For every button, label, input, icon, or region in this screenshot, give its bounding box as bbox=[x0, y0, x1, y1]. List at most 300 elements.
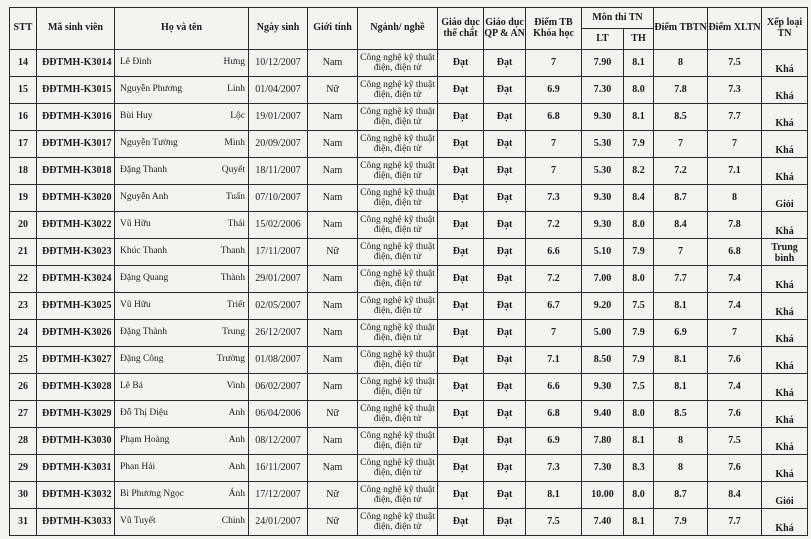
practice-score-cell: 7.9 bbox=[624, 320, 654, 347]
gender-cell: Nam bbox=[308, 50, 358, 77]
course-gpa-cell: 6.6 bbox=[526, 239, 582, 266]
defense-ed-cell: Đạt bbox=[484, 104, 526, 131]
first-name-cell: Trung bbox=[212, 320, 249, 347]
physical-ed-cell: Đạt bbox=[438, 239, 484, 266]
first-name-cell: Triết bbox=[212, 293, 249, 320]
theory-score-cell: 5.10 bbox=[582, 239, 624, 266]
course-gpa-cell: 7 bbox=[526, 158, 582, 185]
course-gpa-cell: 6.6 bbox=[526, 374, 582, 401]
table-row bbox=[10, 212, 808, 239]
birth-date-cell: 26/12/2007 bbox=[249, 320, 308, 347]
graduation-avg-cell: 8.5 bbox=[654, 401, 708, 428]
graduation-rank-cell: Khá bbox=[762, 158, 808, 185]
header-row bbox=[10, 8, 808, 29]
graduation-avg-cell: 8.7 bbox=[654, 482, 708, 509]
classification-score-cell: 7 bbox=[708, 131, 762, 158]
table-row bbox=[10, 131, 808, 158]
theory-score-cell: 9.30 bbox=[582, 104, 624, 131]
birth-date-cell: 24/01/2007 bbox=[249, 509, 308, 536]
defense-ed-cell: Đạt bbox=[484, 158, 526, 185]
header-full-name: Họ và tên bbox=[115, 8, 249, 50]
classification-score-cell: 7.7 bbox=[708, 104, 762, 131]
student-id-cell: ĐĐTMH-K3018 bbox=[37, 158, 115, 185]
theory-score-cell: 5.30 bbox=[582, 131, 624, 158]
graduation-avg-cell: 7.2 bbox=[654, 158, 708, 185]
graduation-avg-cell: 8.1 bbox=[654, 293, 708, 320]
theory-score-cell: 9.40 bbox=[582, 401, 624, 428]
defense-ed-cell: Đạt bbox=[484, 401, 526, 428]
student-id-cell: ĐĐTMH-K3023 bbox=[37, 239, 115, 266]
graduation-avg-cell: 8 bbox=[654, 428, 708, 455]
header-gender: Giới tính bbox=[308, 8, 358, 50]
classification-score-cell: 7 bbox=[708, 320, 762, 347]
defense-ed-cell: Đạt bbox=[484, 374, 526, 401]
theory-score-cell: 8.50 bbox=[582, 347, 624, 374]
stt-cell: 23 bbox=[10, 293, 37, 320]
birth-date-cell: 17/11/2007 bbox=[249, 239, 308, 266]
gender-cell: Nữ bbox=[308, 509, 358, 536]
first-name-cell: Thanh bbox=[212, 239, 249, 266]
first-name-cell: Chinh bbox=[212, 509, 249, 536]
theory-score-cell: 7.90 bbox=[582, 50, 624, 77]
major-cell: Công nghệ kỹ thuật điện, điện tử bbox=[358, 320, 438, 347]
gender-cell: Nam bbox=[308, 428, 358, 455]
major-cell: Công nghệ kỹ thuật điện, điện tử bbox=[358, 131, 438, 158]
major-cell: Công nghệ kỹ thuật điện, điện tử bbox=[358, 212, 438, 239]
stt-cell: 20 bbox=[10, 212, 37, 239]
first-name-cell: Vinh bbox=[212, 374, 249, 401]
last-name-cell: Nguyễn Phương bbox=[115, 77, 212, 104]
student-id-cell: ĐĐTMH-K3027 bbox=[37, 347, 115, 374]
stt-cell: 26 bbox=[10, 374, 37, 401]
gender-cell: Nam bbox=[308, 104, 358, 131]
birth-date-cell: 01/08/2007 bbox=[249, 347, 308, 374]
stt-cell: 30 bbox=[10, 482, 37, 509]
graduation-avg-cell: 8.5 bbox=[654, 104, 708, 131]
first-name-cell: Minh bbox=[212, 131, 249, 158]
physical-ed-cell: Đạt bbox=[438, 347, 484, 374]
table-row bbox=[10, 428, 808, 455]
student-id-cell: ĐĐTMH-K3030 bbox=[37, 428, 115, 455]
theory-score-cell: 7.30 bbox=[582, 455, 624, 482]
classification-score-cell: 7.4 bbox=[708, 293, 762, 320]
classification-score-cell: 7.8 bbox=[708, 212, 762, 239]
major-cell: Công nghệ kỹ thuật điện, điện tử bbox=[358, 509, 438, 536]
theory-score-cell: 7.00 bbox=[582, 266, 624, 293]
first-name-cell: Thái bbox=[212, 212, 249, 239]
physical-ed-cell: Đạt bbox=[438, 158, 484, 185]
practice-score-cell: 7.9 bbox=[624, 131, 654, 158]
graduation-rank-cell: Khá bbox=[762, 50, 808, 77]
student-id-cell: ĐĐTMH-K3031 bbox=[37, 455, 115, 482]
defense-ed-cell: Đạt bbox=[484, 482, 526, 509]
practice-score-cell: 8.0 bbox=[624, 266, 654, 293]
birth-date-cell: 17/12/2007 bbox=[249, 482, 308, 509]
stt-cell: 16 bbox=[10, 104, 37, 131]
theory-score-cell: 7.30 bbox=[582, 77, 624, 104]
practice-score-cell: 8.0 bbox=[624, 212, 654, 239]
table-row bbox=[10, 185, 808, 212]
stt-cell: 25 bbox=[10, 347, 37, 374]
stt-cell: 21 bbox=[10, 239, 37, 266]
table-row bbox=[10, 482, 808, 509]
last-name-cell: Bùi Huy bbox=[115, 104, 212, 131]
physical-ed-cell: Đạt bbox=[438, 131, 484, 158]
major-cell: Công nghệ kỹ thuật điện, điện tử bbox=[358, 77, 438, 104]
physical-ed-cell: Đạt bbox=[438, 266, 484, 293]
first-name-cell: Anh bbox=[212, 428, 249, 455]
graduation-rank-cell: Khá bbox=[762, 77, 808, 104]
classification-score-cell: 7.6 bbox=[708, 455, 762, 482]
birth-date-cell: 08/12/2007 bbox=[249, 428, 308, 455]
header-major: Ngành/ nghề bbox=[358, 8, 438, 50]
theory-score-cell: 9.30 bbox=[582, 185, 624, 212]
gender-cell: Nữ bbox=[308, 77, 358, 104]
graduation-rank-cell: Khá bbox=[762, 320, 808, 347]
stt-cell: 27 bbox=[10, 401, 37, 428]
gender-cell: Nam bbox=[308, 266, 358, 293]
course-gpa-cell: 6.8 bbox=[526, 104, 582, 131]
student-id-cell: ĐĐTMH-K3022 bbox=[37, 212, 115, 239]
course-gpa-cell: 6.9 bbox=[526, 428, 582, 455]
course-gpa-cell: 8.1 bbox=[526, 482, 582, 509]
course-gpa-cell: 7.1 bbox=[526, 347, 582, 374]
first-name-cell: Anh bbox=[212, 401, 249, 428]
graduation-rank-cell: Khá bbox=[762, 347, 808, 374]
physical-ed-cell: Đạt bbox=[438, 374, 484, 401]
practice-score-cell: 8.1 bbox=[624, 428, 654, 455]
defense-ed-cell: Đạt bbox=[484, 266, 526, 293]
classification-score-cell: 7.6 bbox=[708, 401, 762, 428]
first-name-cell: Thành bbox=[212, 266, 249, 293]
physical-ed-cell: Đạt bbox=[438, 401, 484, 428]
last-name-cell: Bì Phương Ngọc bbox=[115, 482, 212, 509]
last-name-cell: Lê Đình bbox=[115, 50, 212, 77]
header-graduation-avg: Điểm TBTN bbox=[654, 8, 708, 50]
table-row bbox=[10, 50, 808, 77]
table-row bbox=[10, 509, 808, 536]
major-cell: Công nghệ kỹ thuật điện, điện tử bbox=[358, 239, 438, 266]
major-cell: Công nghệ kỹ thuật điện, điện tử bbox=[358, 185, 438, 212]
practice-score-cell: 8.2 bbox=[624, 158, 654, 185]
practice-score-cell: 7.5 bbox=[624, 293, 654, 320]
major-cell: Công nghệ kỹ thuật điện, điện tử bbox=[358, 104, 438, 131]
last-name-cell: Nguyễn Tường bbox=[115, 131, 212, 158]
classification-score-cell: 7.7 bbox=[708, 509, 762, 536]
last-name-cell: Nguyễn Anh bbox=[115, 185, 212, 212]
classification-score-cell: 7.3 bbox=[708, 77, 762, 104]
graduation-results-table bbox=[9, 7, 808, 536]
defense-ed-cell: Đạt bbox=[484, 347, 526, 374]
course-gpa-cell: 6.8 bbox=[526, 401, 582, 428]
first-name-cell: Ánh bbox=[212, 482, 249, 509]
classification-score-cell: 7.1 bbox=[708, 158, 762, 185]
theory-score-cell: 5.30 bbox=[582, 158, 624, 185]
classification-score-cell: 7.6 bbox=[708, 347, 762, 374]
student-id-cell: ĐĐTMH-K3033 bbox=[37, 509, 115, 536]
header-exam-subjects: Môn thi TN bbox=[582, 8, 654, 29]
classification-score-cell: 7.4 bbox=[708, 266, 762, 293]
first-name-cell: Tuấn bbox=[212, 185, 249, 212]
graduation-avg-cell: 8.1 bbox=[654, 374, 708, 401]
student-id-cell: ĐĐTMH-K3028 bbox=[37, 374, 115, 401]
graduation-avg-cell: 7 bbox=[654, 131, 708, 158]
major-cell: Công nghệ kỹ thuật điện, điện tử bbox=[358, 428, 438, 455]
graduation-avg-cell: 8.7 bbox=[654, 185, 708, 212]
last-name-cell: Lê Bá bbox=[115, 374, 212, 401]
theory-score-cell: 9.20 bbox=[582, 293, 624, 320]
graduation-avg-cell: 7.9 bbox=[654, 509, 708, 536]
practice-score-cell: 8.0 bbox=[624, 482, 654, 509]
last-name-cell: Khúc Thanh bbox=[115, 239, 212, 266]
major-cell: Công nghệ kỹ thuật điện, điện tử bbox=[358, 347, 438, 374]
last-name-cell: Vũ Tuyết bbox=[115, 509, 212, 536]
stt-cell: 18 bbox=[10, 158, 37, 185]
course-gpa-cell: 6.9 bbox=[526, 77, 582, 104]
defense-ed-cell: Đạt bbox=[484, 212, 526, 239]
graduation-avg-cell: 8 bbox=[654, 50, 708, 77]
table-row bbox=[10, 293, 808, 320]
table-row bbox=[10, 104, 808, 131]
graduation-rank-cell: Khá bbox=[762, 212, 808, 239]
physical-ed-cell: Đạt bbox=[438, 320, 484, 347]
table-row bbox=[10, 320, 808, 347]
graduation-avg-cell: 7.8 bbox=[654, 77, 708, 104]
student-id-cell: ĐĐTMH-K3014 bbox=[37, 50, 115, 77]
practice-score-cell: 7.9 bbox=[624, 347, 654, 374]
practice-score-cell: 8.0 bbox=[624, 401, 654, 428]
table-row bbox=[10, 374, 808, 401]
birth-date-cell: 16/11/2007 bbox=[249, 455, 308, 482]
defense-ed-cell: Đạt bbox=[484, 185, 526, 212]
first-name-cell: Linh bbox=[212, 77, 249, 104]
graduation-rank-cell: Giỏi bbox=[762, 185, 808, 212]
header-graduation-rank: Xếp loại TN bbox=[762, 8, 808, 50]
student-id-cell: ĐĐTMH-K3017 bbox=[37, 131, 115, 158]
last-name-cell: Phạm Hoàng bbox=[115, 428, 212, 455]
birth-date-cell: 19/01/2007 bbox=[249, 104, 308, 131]
graduation-rank-cell: Khá bbox=[762, 293, 808, 320]
physical-ed-cell: Đạt bbox=[438, 212, 484, 239]
major-cell: Công nghệ kỹ thuật điện, điện tử bbox=[358, 158, 438, 185]
student-id-cell: ĐĐTMH-K3032 bbox=[37, 482, 115, 509]
student-id-cell: ĐĐTMH-K3020 bbox=[37, 185, 115, 212]
birth-date-cell: 01/04/2007 bbox=[249, 77, 308, 104]
table-row bbox=[10, 347, 808, 374]
birth-date-cell: 15/02/2006 bbox=[249, 212, 308, 239]
gender-cell: Nam bbox=[308, 374, 358, 401]
major-cell: Công nghệ kỹ thuật điện, điện tử bbox=[358, 293, 438, 320]
graduation-rank-cell: Khá bbox=[762, 131, 808, 158]
graduation-rank-cell: Khá bbox=[762, 104, 808, 131]
defense-ed-cell: Đạt bbox=[484, 293, 526, 320]
practice-score-cell: 7.5 bbox=[624, 374, 654, 401]
graduation-rank-cell: Khá bbox=[762, 374, 808, 401]
physical-ed-cell: Đạt bbox=[438, 185, 484, 212]
birth-date-cell: 06/04/2006 bbox=[249, 401, 308, 428]
defense-ed-cell: Đạt bbox=[484, 509, 526, 536]
birth-date-cell: 02/05/2007 bbox=[249, 293, 308, 320]
first-name-cell: Trường bbox=[212, 347, 249, 374]
last-name-cell: Đặng Công bbox=[115, 347, 212, 374]
stt-cell: 24 bbox=[10, 320, 37, 347]
graduation-rank-cell: Khá bbox=[762, 401, 808, 428]
major-cell: Công nghệ kỹ thuật điện, điện tử bbox=[358, 374, 438, 401]
theory-score-cell: 9.30 bbox=[582, 212, 624, 239]
graduation-rank-cell: Khá bbox=[762, 266, 808, 293]
stt-cell: 17 bbox=[10, 131, 37, 158]
defense-ed-cell: Đạt bbox=[484, 50, 526, 77]
table-row bbox=[10, 266, 808, 293]
gender-cell: Nữ bbox=[308, 401, 358, 428]
table-body bbox=[10, 50, 808, 536]
header-physical-ed: Giáo dục thể chất bbox=[438, 8, 484, 50]
physical-ed-cell: Đạt bbox=[438, 77, 484, 104]
defense-ed-cell: Đạt bbox=[484, 131, 526, 158]
graduation-rank-cell: Khá bbox=[762, 455, 808, 482]
table-row bbox=[10, 455, 808, 482]
major-cell: Công nghệ kỹ thuật điện, điện tử bbox=[358, 266, 438, 293]
graduation-rank-cell: Trung bình bbox=[762, 239, 808, 266]
course-gpa-cell: 7.2 bbox=[526, 266, 582, 293]
header-practice: TH bbox=[624, 29, 654, 50]
classification-score-cell: 6.8 bbox=[708, 239, 762, 266]
last-name-cell: Phan Hải bbox=[115, 455, 212, 482]
last-name-cell: Đặng Thành bbox=[115, 320, 212, 347]
physical-ed-cell: Đạt bbox=[438, 428, 484, 455]
practice-score-cell: 8.1 bbox=[624, 50, 654, 77]
graduation-rank-cell: Khá bbox=[762, 428, 808, 455]
gender-cell: Nam bbox=[308, 347, 358, 374]
header-theory: LT bbox=[582, 29, 624, 50]
defense-ed-cell: Đạt bbox=[484, 77, 526, 104]
gender-cell: Nam bbox=[308, 212, 358, 239]
practice-score-cell: 8.0 bbox=[624, 77, 654, 104]
theory-score-cell: 7.80 bbox=[582, 428, 624, 455]
student-id-cell: ĐĐTMH-K3025 bbox=[37, 293, 115, 320]
practice-score-cell: 7.9 bbox=[624, 239, 654, 266]
header-classification-score: Điểm XLTN bbox=[708, 8, 762, 50]
theory-score-cell: 7.40 bbox=[582, 509, 624, 536]
stt-cell: 19 bbox=[10, 185, 37, 212]
classification-score-cell: 7.5 bbox=[708, 428, 762, 455]
practice-score-cell: 8.1 bbox=[624, 104, 654, 131]
student-id-cell: ĐĐTMH-K3016 bbox=[37, 104, 115, 131]
header-course-gpa: Điểm TB Khóa học bbox=[526, 8, 582, 50]
last-name-cell: Vũ Hữu bbox=[115, 293, 212, 320]
table-row bbox=[10, 401, 808, 428]
graduation-avg-cell: 7 bbox=[654, 239, 708, 266]
gender-cell: Nữ bbox=[308, 239, 358, 266]
course-gpa-cell: 7.3 bbox=[526, 455, 582, 482]
defense-ed-cell: Đạt bbox=[484, 455, 526, 482]
physical-ed-cell: Đạt bbox=[438, 509, 484, 536]
gender-cell: Nam bbox=[308, 293, 358, 320]
graduation-avg-cell: 8 bbox=[654, 455, 708, 482]
table-row bbox=[10, 77, 808, 104]
stt-cell: 31 bbox=[10, 509, 37, 536]
physical-ed-cell: Đạt bbox=[438, 482, 484, 509]
gender-cell: Nữ bbox=[308, 482, 358, 509]
course-gpa-cell: 7.3 bbox=[526, 185, 582, 212]
last-name-cell: Đặng Thanh bbox=[115, 158, 212, 185]
graduation-rank-cell: Khá bbox=[762, 509, 808, 536]
gender-cell: Nam bbox=[308, 158, 358, 185]
birth-date-cell: 10/12/2007 bbox=[249, 50, 308, 77]
last-name-cell: Vũ Hữu bbox=[115, 212, 212, 239]
major-cell: Công nghệ kỹ thuật điện, điện tử bbox=[358, 455, 438, 482]
defense-ed-cell: Đạt bbox=[484, 320, 526, 347]
classification-score-cell: 7.5 bbox=[708, 50, 762, 77]
gender-cell: Nam bbox=[308, 455, 358, 482]
student-id-cell: ĐĐTMH-K3024 bbox=[37, 266, 115, 293]
defense-ed-cell: Đạt bbox=[484, 239, 526, 266]
defense-ed-cell: Đạt bbox=[484, 428, 526, 455]
first-name-cell: Hưng bbox=[212, 50, 249, 77]
last-name-cell: Đặng Quang bbox=[115, 266, 212, 293]
graduation-rank-cell: Giỏi bbox=[762, 482, 808, 509]
graduation-avg-cell: 7.7 bbox=[654, 266, 708, 293]
course-gpa-cell: 7 bbox=[526, 131, 582, 158]
table-row bbox=[10, 158, 808, 185]
first-name-cell: Quyết bbox=[212, 158, 249, 185]
practice-score-cell: 8.4 bbox=[624, 185, 654, 212]
birth-date-cell: 06/02/2007 bbox=[249, 374, 308, 401]
physical-ed-cell: Đạt bbox=[438, 50, 484, 77]
course-gpa-cell: 7 bbox=[526, 50, 582, 77]
theory-score-cell: 9.30 bbox=[582, 374, 624, 401]
stt-cell: 22 bbox=[10, 266, 37, 293]
practice-score-cell: 8.1 bbox=[624, 509, 654, 536]
course-gpa-cell: 7 bbox=[526, 320, 582, 347]
stt-cell: 28 bbox=[10, 428, 37, 455]
header-stt: STT bbox=[10, 8, 37, 50]
gender-cell: Nam bbox=[308, 131, 358, 158]
course-gpa-cell: 7.2 bbox=[526, 212, 582, 239]
table-row bbox=[10, 239, 808, 266]
graduation-avg-cell: 8.4 bbox=[654, 212, 708, 239]
gender-cell: Nam bbox=[308, 185, 358, 212]
gender-cell: Nam bbox=[308, 320, 358, 347]
classification-score-cell: 7.4 bbox=[708, 374, 762, 401]
header-birth-date: Ngày sinh bbox=[249, 8, 308, 50]
student-id-cell: ĐĐTMH-K3029 bbox=[37, 401, 115, 428]
physical-ed-cell: Đạt bbox=[438, 293, 484, 320]
theory-score-cell: 10.00 bbox=[582, 482, 624, 509]
student-id-cell: ĐĐTMH-K3026 bbox=[37, 320, 115, 347]
birth-date-cell: 18/11/2007 bbox=[249, 158, 308, 185]
classification-score-cell: 8 bbox=[708, 185, 762, 212]
student-id-cell: ĐĐTMH-K3015 bbox=[37, 77, 115, 104]
birth-date-cell: 29/01/2007 bbox=[249, 266, 308, 293]
last-name-cell: Đỗ Thị Diệu bbox=[115, 401, 212, 428]
birth-date-cell: 20/09/2007 bbox=[249, 131, 308, 158]
first-name-cell: Lộc bbox=[212, 104, 249, 131]
practice-score-cell: 8.3 bbox=[624, 455, 654, 482]
major-cell: Công nghệ kỹ thuật điện, điện tử bbox=[358, 482, 438, 509]
first-name-cell: Anh bbox=[212, 455, 249, 482]
stt-cell: 29 bbox=[10, 455, 37, 482]
course-gpa-cell: 7.5 bbox=[526, 509, 582, 536]
graduation-avg-cell: 6.9 bbox=[654, 320, 708, 347]
stt-cell: 14 bbox=[10, 50, 37, 77]
major-cell: Công nghệ kỹ thuật điện, điện tử bbox=[358, 401, 438, 428]
stt-cell: 15 bbox=[10, 77, 37, 104]
physical-ed-cell: Đạt bbox=[438, 455, 484, 482]
major-cell: Công nghệ kỹ thuật điện, điện tử bbox=[358, 50, 438, 77]
header-defense-ed: Giáo dục QP & AN bbox=[484, 8, 526, 50]
graduation-avg-cell: 8.1 bbox=[654, 347, 708, 374]
